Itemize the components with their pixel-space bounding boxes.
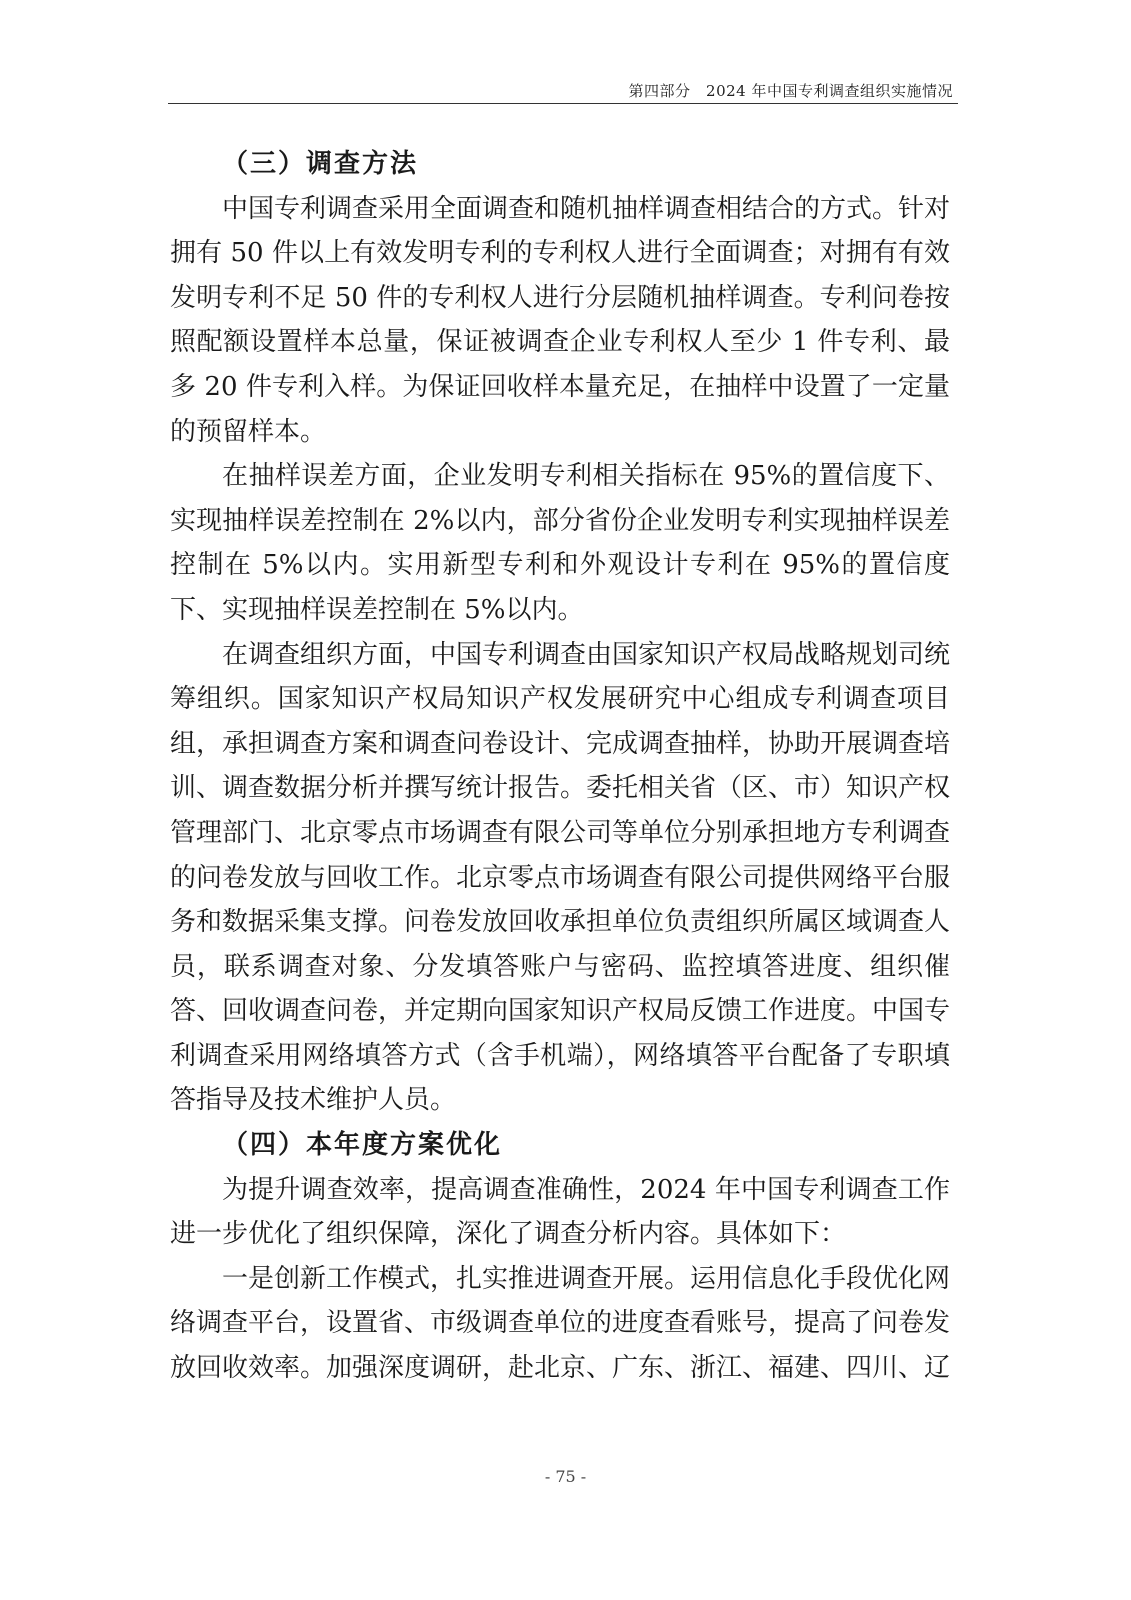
section-4-heading: （四）本年度方案优化 — [222, 1130, 503, 1161]
paragraph: 中国专利调查采用全面调查和随机抽样调查相结合的方式。针对拥有 50 件以上有效发明专利的专利权人进行全面调查；对拥有有效发明专利不足 50 件的专利权人进行分层随机抽样调查。专利问卷按照配额设置样本总量，保证被调查企业专利权人至少 1 件专利、最多 20 件专利入样。为保证回收样本量充足，在抽样中设置了一定量的预留样本。 — [170, 193, 951, 447]
paragraph: 为提升调查效率，提高调查准确性，2024 年中国专利调查工作进一步优化了组织保障，深化了调查分析内容。具体如下： — [170, 1174, 950, 1250]
header-rule — [168, 103, 958, 104]
paragraph: 一是创新工作模式，扎实推进调查开展。运用信息化手段优化网络调查平台，设置省、市级调查单位的进度查看账号，提高了问卷发放回收效率。加强深度调研，赴北京、广东、浙江、福建、四川、辽 — [170, 1263, 951, 1384]
body-text — [170, 142, 950, 1391]
paragraph: 在调查组织方面，中国专利调查由国家知识产权局战略规划司统筹组织。国家知识产权局知识产权发展研究中心组成专利调查项目组，承担调查方案和调查问卷设计、完成调查抽样，协助开展调查培训、调查数据分析并撰写统计报告。委托相关省（区、市）知识产权管理部门、北京零点市场调查有限公司等单位分别承担地方专利调查的问卷发放与回收工作。北京零点市场调查有限公司提供网络平台服务和数据采集支撑。问卷发放回收承担单位负责组织所属区域调查人员，联系调查对象、分发填答账户与密码、监控填答进度、组织催答、回收调查问卷，并定期向国家知识产权局反馈工作进度。中国专利调查采用网络填答方式（含手机端），网络填答平台配备了专职填答指导及技术维护人员。 — [170, 639, 951, 1116]
section-3-heading: （三）调查方法 — [222, 149, 419, 179]
running-header: 第四部分 2024 年中国专利调查组织实施情况 — [628, 82, 953, 100]
page-number: - 75 - — [544, 1467, 587, 1486]
paragraph: 在抽样误差方面，企业发明专利相关指标在 95%的置信度下、实现抽样误差控制在 2%以内，部分省份企业发明专利实现抽样误差控制在 5%以内。实用新型专利和外观设计专利在 95%的置信度下、实现抽样误差控制在 5%以内。 — [170, 461, 950, 625]
